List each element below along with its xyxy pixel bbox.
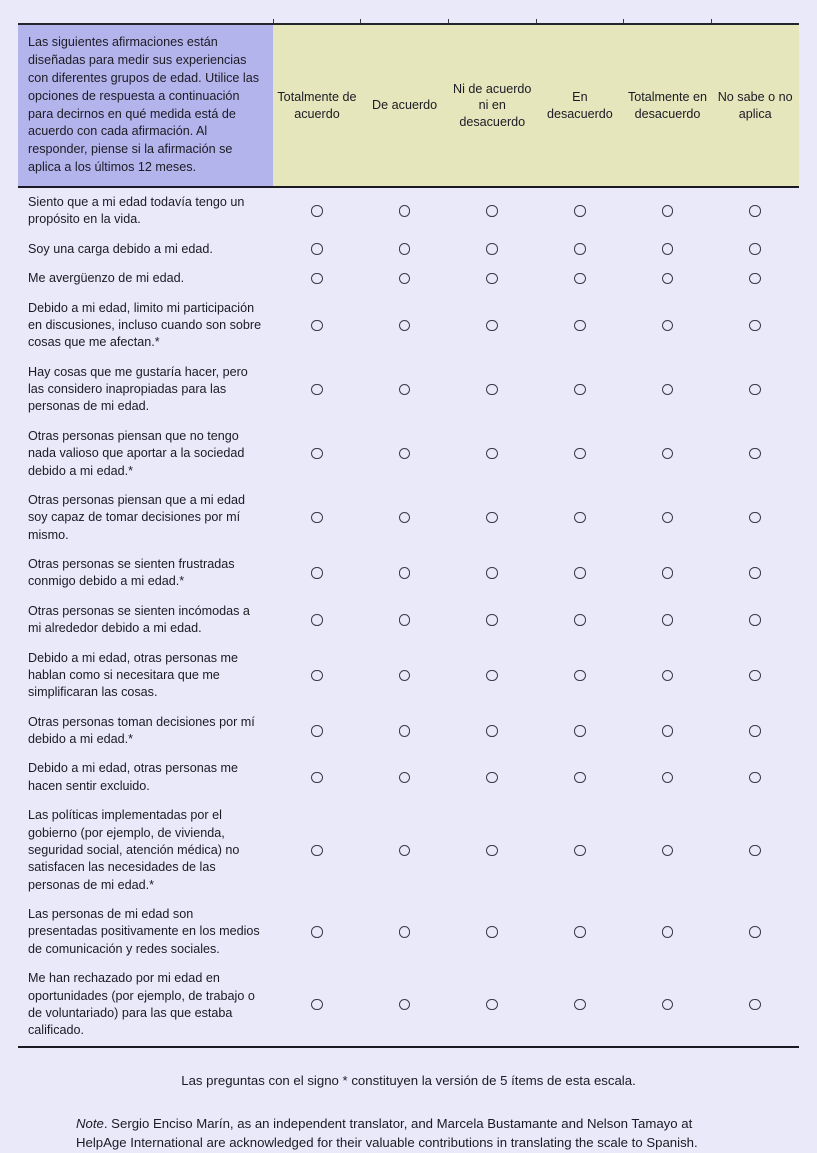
response-cell[interactable] — [711, 294, 799, 358]
radio-button-icon[interactable] — [399, 512, 411, 524]
response-cell[interactable] — [273, 264, 361, 293]
response-cell[interactable] — [536, 187, 624, 235]
response-cell[interactable] — [361, 422, 449, 486]
column-header-disagree: En desacuerdo — [536, 24, 624, 186]
response-cell[interactable] — [448, 264, 536, 293]
response-cell[interactable] — [624, 358, 712, 422]
radio-button-icon[interactable] — [486, 845, 498, 857]
instructions-cell: Las siguientes afirmaciones están diseñadas para medir sus experiencias con diferentes grupos de edad. Utilice las opciones de respuesta a continuación para decirnos en qué medida está de acuerdo con cada afirmación. Al responder, piense si la afirmación se aplica a los últimos 12 meses. — [18, 24, 273, 186]
response-cell[interactable] — [273, 294, 361, 358]
response-cell[interactable] — [448, 964, 536, 1047]
radio-button-icon[interactable] — [749, 567, 761, 579]
radio-button-icon[interactable] — [662, 384, 674, 396]
radio-button-icon[interactable] — [662, 448, 674, 460]
response-cell[interactable] — [448, 801, 536, 900]
response-cell[interactable] — [536, 294, 624, 358]
response-cell[interactable] — [448, 235, 536, 264]
radio-button-icon[interactable] — [311, 614, 323, 626]
radio-button-icon[interactable] — [399, 772, 411, 784]
response-cell[interactable] — [448, 708, 536, 755]
response-cell[interactable] — [711, 235, 799, 264]
radio-button-icon[interactable] — [486, 567, 498, 579]
table-header — [18, 19, 799, 187]
note-label: Note — [76, 1116, 104, 1132]
radio-button-icon[interactable] — [662, 725, 674, 737]
response-cell[interactable] — [448, 754, 536, 801]
response-cell[interactable] — [361, 294, 449, 358]
radio-button-icon[interactable] — [399, 320, 411, 332]
response-cell[interactable] — [273, 187, 361, 235]
radio-button-icon[interactable] — [311, 926, 323, 938]
radio-button-icon[interactable] — [662, 512, 674, 524]
radio-button-icon[interactable] — [662, 999, 674, 1011]
response-cell[interactable] — [711, 964, 799, 1047]
response-cell[interactable] — [273, 550, 361, 597]
radio-button-icon[interactable] — [574, 999, 586, 1011]
response-cell[interactable] — [536, 358, 624, 422]
statement-text: Siento que a mi edad todavía tengo un propósito en la vida. — [18, 187, 273, 235]
statement-text: Otras personas piensan que a mi edad soy capaz de tomar decisiones por mí mismo. — [18, 486, 273, 550]
radio-button-icon[interactable] — [749, 725, 761, 737]
radio-button-icon[interactable] — [749, 845, 761, 857]
radio-button-icon[interactable] — [486, 999, 498, 1011]
response-cell[interactable] — [361, 964, 449, 1047]
survey-page — [0, 19, 817, 1151]
radio-button-icon[interactable] — [311, 567, 323, 579]
response-cell[interactable] — [448, 550, 536, 597]
radio-button-icon[interactable] — [399, 845, 411, 857]
radio-button-icon[interactable] — [399, 670, 411, 682]
asterisk-footnote: Las preguntas con el signo * constituyen la versión de 5 ítems de esta escala. — [181, 1072, 636, 1088]
response-cell[interactable] — [361, 264, 449, 293]
response-cell[interactable] — [536, 644, 624, 708]
radio-button-icon[interactable] — [662, 670, 674, 682]
statement-text: Debido a mi edad, otras personas me hablan como si necesitara que me simplificaran las cosas. — [18, 644, 273, 708]
radio-button-icon[interactable] — [574, 567, 586, 579]
response-cell[interactable] — [536, 264, 624, 293]
radio-button-icon[interactable] — [749, 448, 761, 460]
radio-button-icon[interactable] — [574, 670, 586, 682]
table-row — [18, 264, 799, 293]
radio-button-icon[interactable] — [749, 670, 761, 682]
response-cell[interactable] — [361, 358, 449, 422]
statement-text: Debido a mi edad, limito mi participación en discusiones, incluso cuando son sobre cosas que me afectan.* — [18, 294, 273, 358]
radio-button-icon[interactable] — [574, 926, 586, 938]
radio-button-icon[interactable] — [311, 772, 323, 784]
table-row — [18, 644, 799, 708]
radio-button-icon[interactable] — [662, 845, 674, 857]
table-row — [18, 597, 799, 644]
radio-button-icon[interactable] — [311, 273, 323, 285]
response-cell[interactable] — [536, 486, 624, 550]
radio-button-icon[interactable] — [574, 772, 586, 784]
response-cell[interactable] — [536, 597, 624, 644]
bottom-rule-segment — [18, 1047, 799, 1048]
response-cell[interactable] — [273, 708, 361, 755]
response-cell[interactable] — [361, 644, 449, 708]
radio-button-icon[interactable] — [399, 448, 411, 460]
radio-button-icon[interactable] — [486, 384, 498, 396]
response-cell[interactable] — [711, 754, 799, 801]
response-cell[interactable] — [624, 754, 712, 801]
radio-button-icon[interactable] — [486, 725, 498, 737]
response-cell[interactable] — [536, 550, 624, 597]
response-cell[interactable] — [624, 597, 712, 644]
radio-button-icon[interactable] — [749, 320, 761, 332]
table-body — [18, 187, 799, 1047]
radio-button-icon[interactable] — [486, 448, 498, 460]
radio-button-icon[interactable] — [662, 320, 674, 332]
note-body: . Sergio Enciso Marín, as an independent translator, and Marcela Bustamante and Nelson Tamayo at HelpAge International are acknowledged for their valuable contributions in translating the scale to Spanish. — [76, 1116, 698, 1151]
response-cell[interactable] — [624, 708, 712, 755]
table-row — [18, 964, 799, 1047]
radio-button-icon[interactable] — [399, 273, 411, 285]
response-cell[interactable] — [273, 358, 361, 422]
radio-button-icon[interactable] — [311, 243, 323, 255]
response-cell[interactable] — [273, 422, 361, 486]
response-cell[interactable] — [448, 486, 536, 550]
table-row — [18, 358, 799, 422]
radio-button-icon[interactable] — [662, 926, 674, 938]
statement-text: Soy una carga debido a mi edad. — [18, 235, 273, 264]
table-row — [18, 294, 799, 358]
response-cell[interactable] — [711, 358, 799, 422]
radio-button-icon[interactable] — [662, 772, 674, 784]
statement-text: Las personas de mi edad son presentadas positivamente en los medios de comunicación y redes sociales. — [18, 900, 273, 964]
radio-button-icon[interactable] — [749, 512, 761, 524]
response-cell[interactable] — [711, 708, 799, 755]
radio-button-icon[interactable] — [486, 205, 498, 217]
radio-button-icon[interactable] — [749, 273, 761, 285]
table-row — [18, 187, 799, 235]
radio-button-icon[interactable] — [311, 725, 323, 737]
table-row — [18, 801, 799, 900]
statement-text: Debido a mi edad, otras personas me hacen sentir excluido. — [18, 754, 273, 801]
header-row — [18, 24, 799, 186]
radio-button-icon[interactable] — [399, 205, 411, 217]
response-cell[interactable] — [273, 597, 361, 644]
response-cell[interactable] — [273, 900, 361, 964]
column-header-neither: Ni de acuerdo ni en desacuerdo — [448, 24, 536, 186]
table-row — [18, 235, 799, 264]
response-cell[interactable] — [361, 708, 449, 755]
response-cell[interactable] — [624, 900, 712, 964]
radio-button-icon[interactable] — [486, 614, 498, 626]
response-cell[interactable] — [711, 422, 799, 486]
response-cell[interactable] — [536, 801, 624, 900]
response-cell[interactable] — [711, 644, 799, 708]
table-footer — [18, 1047, 799, 1048]
statement-text: Otras personas piensan que no tengo nada valioso que aportar a la sociedad debido a mi edad.* — [18, 422, 273, 486]
response-cell[interactable] — [536, 900, 624, 964]
radio-button-icon[interactable] — [486, 320, 498, 332]
radio-button-icon[interactable] — [749, 243, 761, 255]
radio-button-icon[interactable] — [662, 243, 674, 255]
radio-button-icon[interactable] — [399, 999, 411, 1011]
response-cell[interactable] — [536, 422, 624, 486]
radio-button-icon[interactable] — [574, 512, 586, 524]
response-cell[interactable] — [361, 550, 449, 597]
column-header-strongly-disagree: Totalmente en desacuerdo — [624, 24, 712, 186]
response-cell[interactable] — [711, 597, 799, 644]
response-cell[interactable] — [361, 187, 449, 235]
response-cell[interactable] — [448, 294, 536, 358]
ageism-scale-table — [18, 19, 799, 1048]
radio-button-icon[interactable] — [749, 614, 761, 626]
radio-button-icon[interactable] — [749, 926, 761, 938]
response-cell[interactable] — [361, 235, 449, 264]
response-cell[interactable] — [536, 708, 624, 755]
column-header-dont-know: No sabe o no aplica — [711, 24, 799, 186]
response-cell[interactable] — [624, 644, 712, 708]
response-cell[interactable] — [273, 754, 361, 801]
response-cell[interactable] — [536, 235, 624, 264]
response-cell[interactable] — [361, 900, 449, 964]
radio-button-icon[interactable] — [662, 205, 674, 217]
table-row — [18, 486, 799, 550]
radio-button-icon[interactable] — [311, 999, 323, 1011]
radio-button-icon[interactable] — [574, 448, 586, 460]
statement-text: Me avergüenzo de mi edad. — [18, 264, 273, 293]
radio-button-icon[interactable] — [574, 205, 586, 217]
radio-button-icon[interactable] — [311, 670, 323, 682]
radio-button-icon[interactable] — [574, 845, 586, 857]
statement-text: Otras personas toman decisiones por mí debido a mi edad.* — [18, 708, 273, 755]
radio-button-icon[interactable] — [399, 384, 411, 396]
radio-button-icon[interactable] — [311, 320, 323, 332]
response-cell[interactable] — [273, 235, 361, 264]
radio-button-icon[interactable] — [399, 567, 411, 579]
response-cell[interactable] — [361, 801, 449, 900]
response-cell[interactable] — [624, 486, 712, 550]
radio-button-icon[interactable] — [574, 243, 586, 255]
radio-button-icon[interactable] — [749, 772, 761, 784]
table-row — [18, 422, 799, 486]
table-row — [18, 754, 799, 801]
response-cell[interactable] — [448, 597, 536, 644]
response-cell[interactable] — [273, 964, 361, 1047]
radio-button-icon[interactable] — [662, 273, 674, 285]
response-cell[interactable] — [624, 801, 712, 900]
response-cell[interactable] — [624, 235, 712, 264]
response-cell[interactable] — [361, 597, 449, 644]
response-cell[interactable] — [711, 801, 799, 900]
response-cell[interactable] — [624, 964, 712, 1047]
radio-button-icon[interactable] — [574, 384, 586, 396]
radio-button-icon[interactable] — [486, 273, 498, 285]
response-cell[interactable] — [624, 264, 712, 293]
column-header-agree: De acuerdo — [361, 24, 449, 186]
radio-button-icon[interactable] — [399, 926, 411, 938]
radio-button-icon[interactable] — [311, 448, 323, 460]
table-row — [18, 708, 799, 755]
radio-button-icon[interactable] — [662, 567, 674, 579]
statement-text: Hay cosas que me gustaría hacer, pero las considero inapropiadas para las personas de mi edad. — [18, 358, 273, 422]
statement-text: Otras personas se sienten frustradas conmigo debido a mi edad.* — [18, 550, 273, 597]
table-bottom-rule — [18, 1047, 799, 1048]
table-row — [18, 900, 799, 964]
radio-button-icon[interactable] — [486, 926, 498, 938]
radio-button-icon[interactable] — [574, 273, 586, 285]
radio-button-icon[interactable] — [486, 512, 498, 524]
radio-button-icon[interactable] — [399, 725, 411, 737]
radio-button-icon[interactable] — [311, 512, 323, 524]
response-cell[interactable] — [624, 294, 712, 358]
response-cell[interactable] — [361, 754, 449, 801]
statement-text: Otras personas se sienten incómodas a mi alrededor debido a mi edad. — [18, 597, 273, 644]
column-header-strongly-agree: Totalmente de acuerdo — [273, 24, 361, 186]
radio-button-icon[interactable] — [749, 205, 761, 217]
response-cell[interactable] — [624, 422, 712, 486]
table-row — [18, 550, 799, 597]
statement-text: Me han rechazado por mi edad en oportunidades (por ejemplo, de trabajo o de voluntariado) para las que estaba calificado. — [18, 964, 273, 1047]
response-cell[interactable] — [711, 264, 799, 293]
radio-button-icon[interactable] — [574, 614, 586, 626]
radio-button-icon[interactable] — [662, 614, 674, 626]
radio-button-icon[interactable] — [399, 243, 411, 255]
response-cell[interactable] — [361, 486, 449, 550]
translation-note — [18, 1114, 799, 1153]
radio-button-icon[interactable] — [311, 205, 323, 217]
radio-button-icon[interactable] — [749, 384, 761, 396]
response-cell[interactable] — [711, 486, 799, 550]
radio-button-icon[interactable] — [486, 243, 498, 255]
response-cell[interactable] — [448, 644, 536, 708]
response-cell[interactable] — [536, 964, 624, 1047]
response-cell[interactable] — [711, 187, 799, 235]
radio-button-icon[interactable] — [311, 384, 323, 396]
response-cell[interactable] — [624, 550, 712, 597]
response-cell[interactable] — [711, 900, 799, 964]
radio-button-icon[interactable] — [486, 670, 498, 682]
radio-button-icon[interactable] — [749, 999, 761, 1011]
response-cell[interactable] — [448, 900, 536, 964]
radio-button-icon[interactable] — [399, 614, 411, 626]
response-cell[interactable] — [448, 358, 536, 422]
response-cell[interactable] — [448, 422, 536, 486]
response-cell[interactable] — [624, 187, 712, 235]
radio-button-icon[interactable] — [311, 845, 323, 857]
statement-text: Las políticas implementadas por el gobierno (por ejemplo, de vivienda, seguridad social, atención médica) no satisfacen las necesidades de las personas de mi edad.* — [18, 801, 273, 900]
radio-button-icon[interactable] — [486, 772, 498, 784]
response-cell[interactable] — [273, 486, 361, 550]
response-cell[interactable] — [448, 187, 536, 235]
response-cell[interactable] — [273, 644, 361, 708]
response-cell[interactable] — [273, 801, 361, 900]
response-cell[interactable] — [536, 754, 624, 801]
response-cell[interactable] — [711, 550, 799, 597]
radio-button-icon[interactable] — [574, 725, 586, 737]
radio-button-icon[interactable] — [574, 320, 586, 332]
